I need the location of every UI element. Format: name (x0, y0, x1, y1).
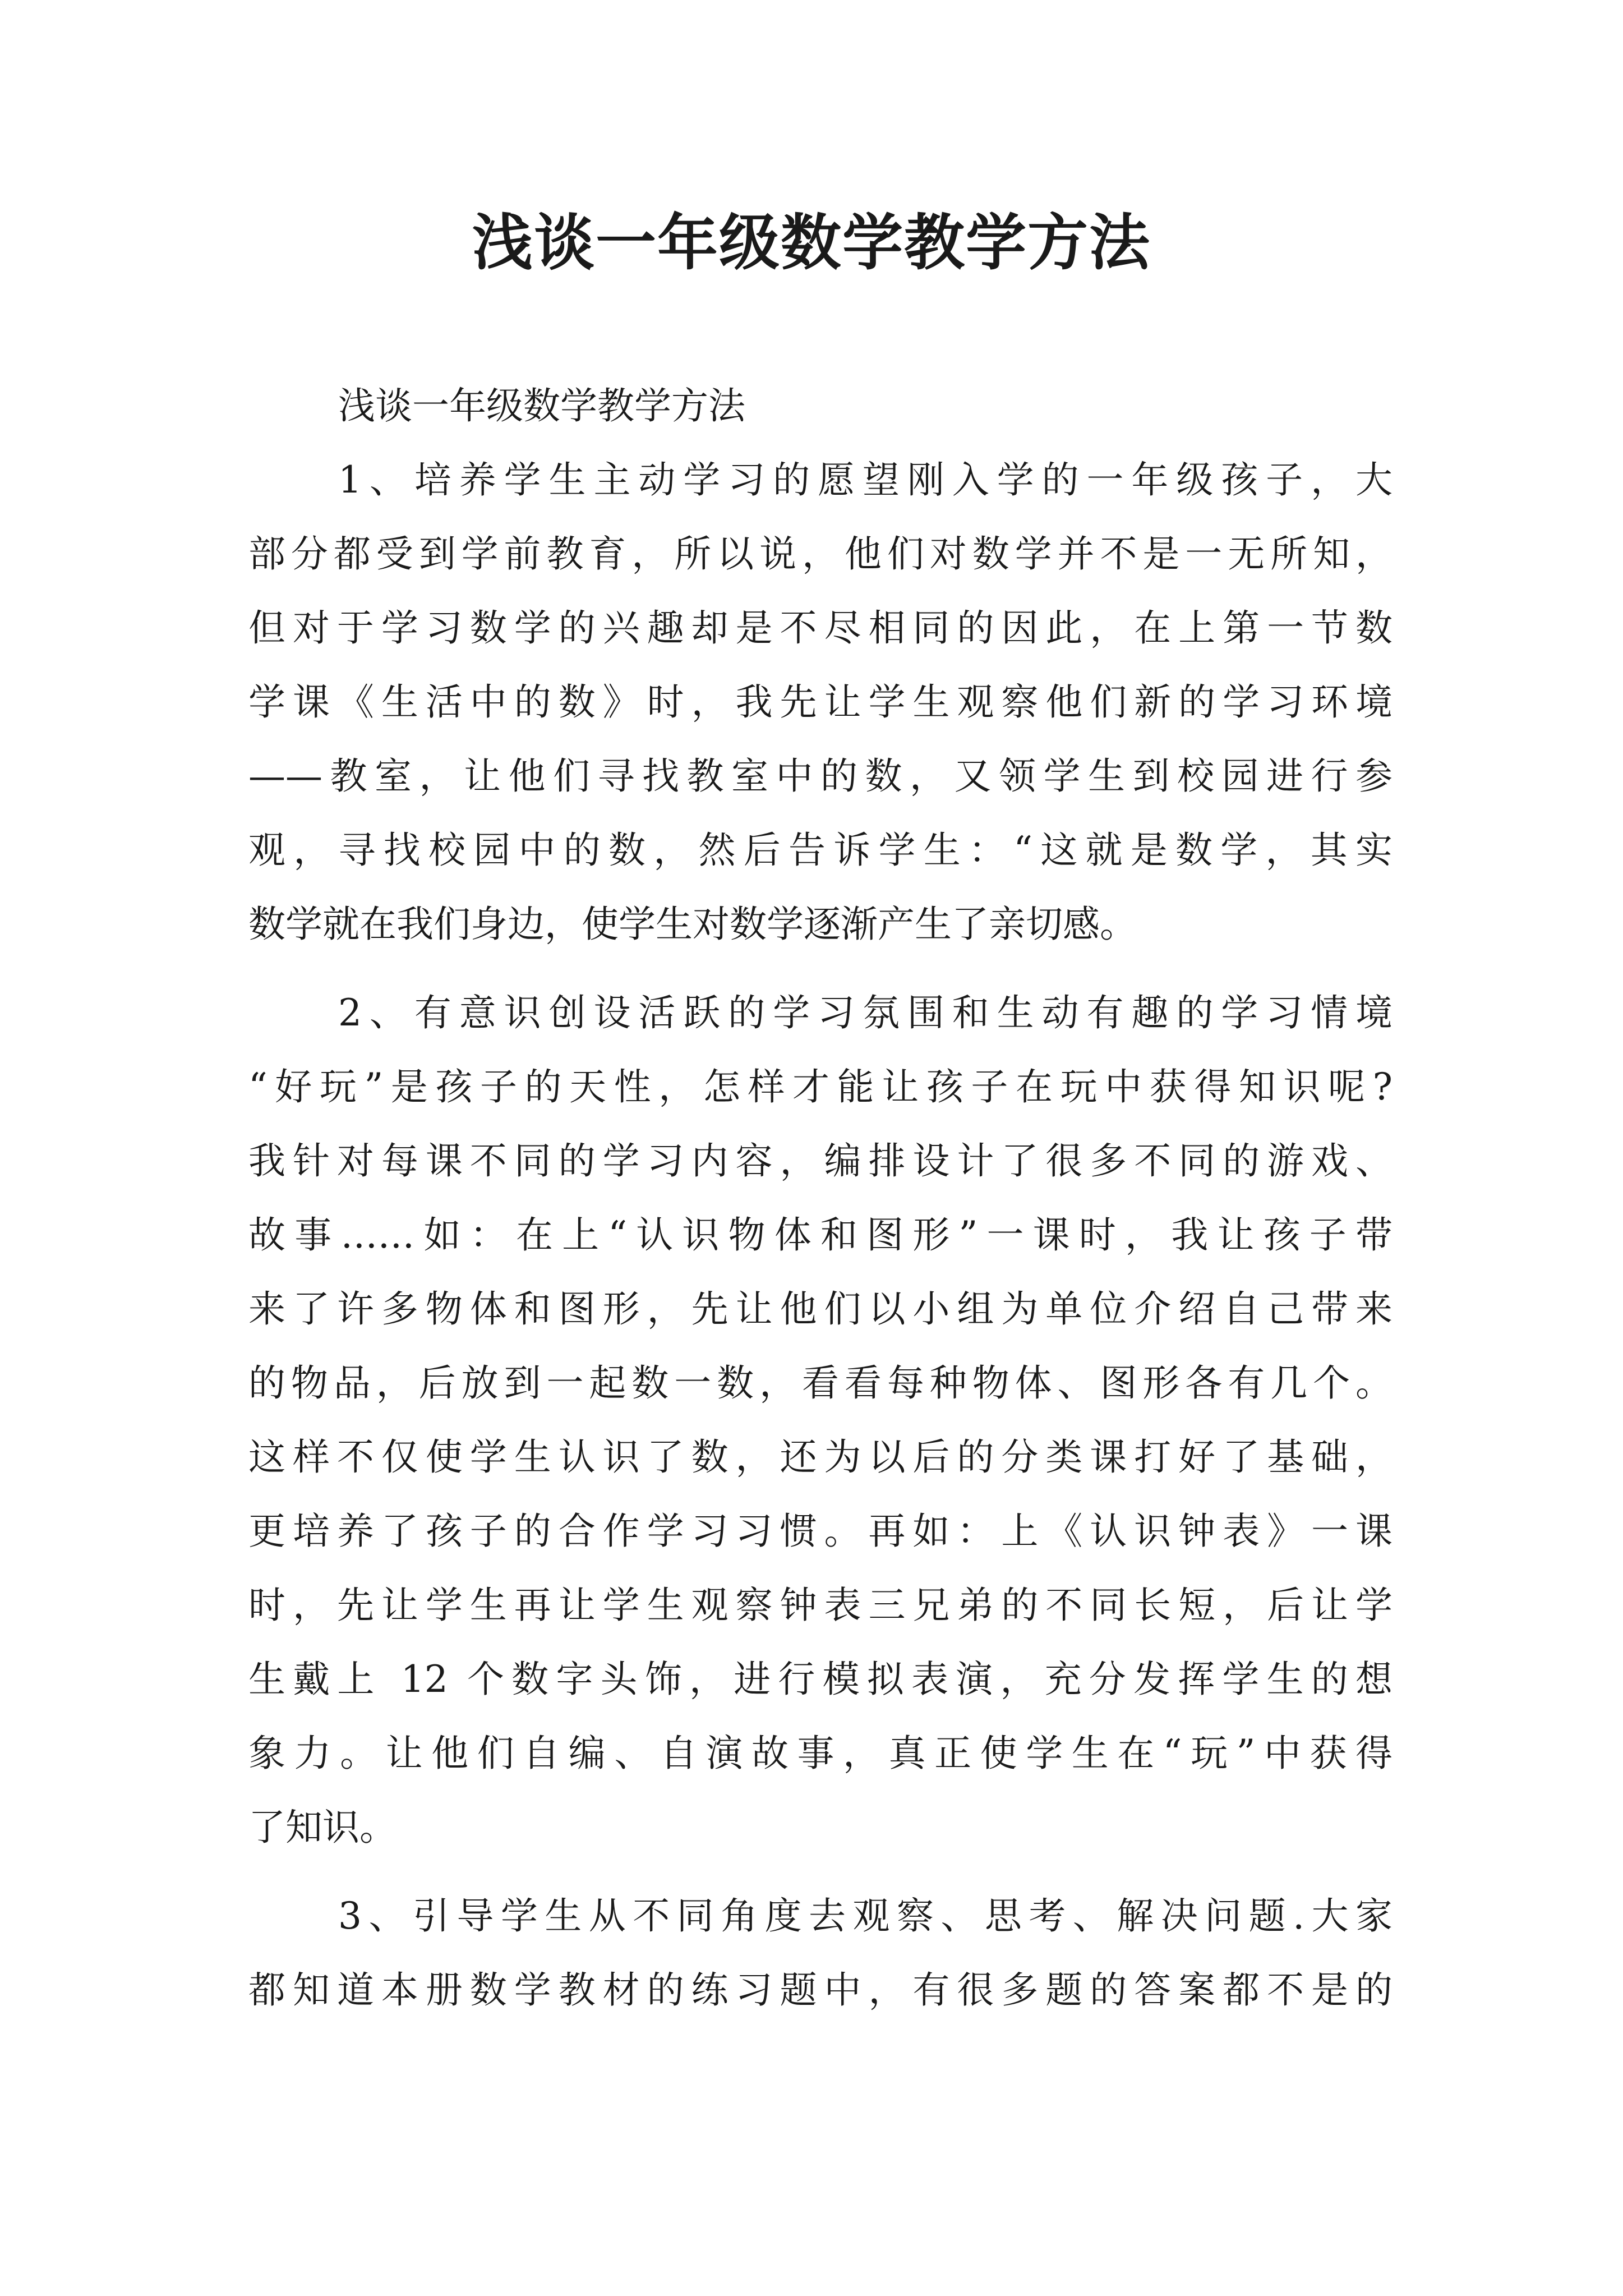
paragraph-line: 这样不仅使学生认识了数，还为以后的分类课打好了基础， (248, 1435, 1393, 1479)
paragraph-line: 来了许多物体和图形，先让他们以小组为单位介绍自己带来 (248, 1287, 1393, 1331)
paragraph-1 (248, 443, 1393, 961)
paragraph-line: 都知道本册数学教材的练习题中，有很多题的答案都不是的 (248, 1968, 1393, 2012)
paragraph-line: 故事……如：在上“认识物体和图形”一课时，我让孩子带 (248, 1213, 1393, 1257)
paragraph-line: 2、有意识创设活跃的学习氛围和生动有趣的学习情境 (338, 991, 1393, 1034)
paragraph-line: “好玩”是孩子的天性，怎样才能让孩子在玩中获得知识呢? (248, 1065, 1393, 1108)
paragraph-3 (248, 1879, 1393, 2027)
paragraph-line: 部分都受到学前教育，所以说，他们对数学并不是一无所知， (248, 532, 1393, 576)
paragraph-line: 1、培养学生主动学习的愿望刚入学的一年级孩子，大 (338, 458, 1393, 501)
paragraph-line: 我针对每课不同的学习内容，编排设计了很多不同的游戏、 (248, 1139, 1393, 1182)
paragraph-line: ——教室，让他们寻找教室中的数，又领学生到校园进行参 (248, 754, 1393, 798)
paragraph-line: 象力。让他们自编、自演故事，真正使学生在“玩”中获得 (248, 1732, 1393, 1775)
document-body (248, 369, 1393, 2027)
paragraph-line: 观，寻找校园中的数，然后告诉学生：“这就是数学，其实 (248, 829, 1393, 872)
paragraph-line: 更培养了孩子的合作学习习惯。再如：上《认识钟表》一课 (248, 1510, 1393, 1553)
paragraph-line: 的物品，后放到一起数一数，看看每种物体、图形各有几个。 (248, 1361, 1393, 1405)
paragraph-line: 了知识。 (248, 1806, 396, 1849)
document-title: 浅谈一年级数学教学方法 (472, 208, 1151, 278)
paragraph-line: 数学就在我们身边，使学生对数学逐渐产生了亲切感。 (248, 903, 1137, 946)
paragraph-line: 生戴上 12 个数字头饰，进行模拟表演，充分发挥学生的想 (248, 1658, 1393, 1701)
paragraph-line: 学课《生活中的数》时，我先让学生观察他们新的学习环境 (248, 680, 1393, 724)
subtitle-line: 浅谈一年级数学教学方法 (338, 384, 745, 427)
paragraph-2 (248, 976, 1393, 1865)
paragraph-line: 但对于学习数学的兴趣却是不尽相同的因此，在上第一节数 (248, 606, 1393, 650)
paragraph-line: 3、引导学生从不同角度去观察、思考、解决问题.大家 (338, 1894, 1393, 1938)
paragraph-line: 时，先让学生再让学生观察钟表三兄弟的不同长短，后让学 (248, 1584, 1393, 1627)
